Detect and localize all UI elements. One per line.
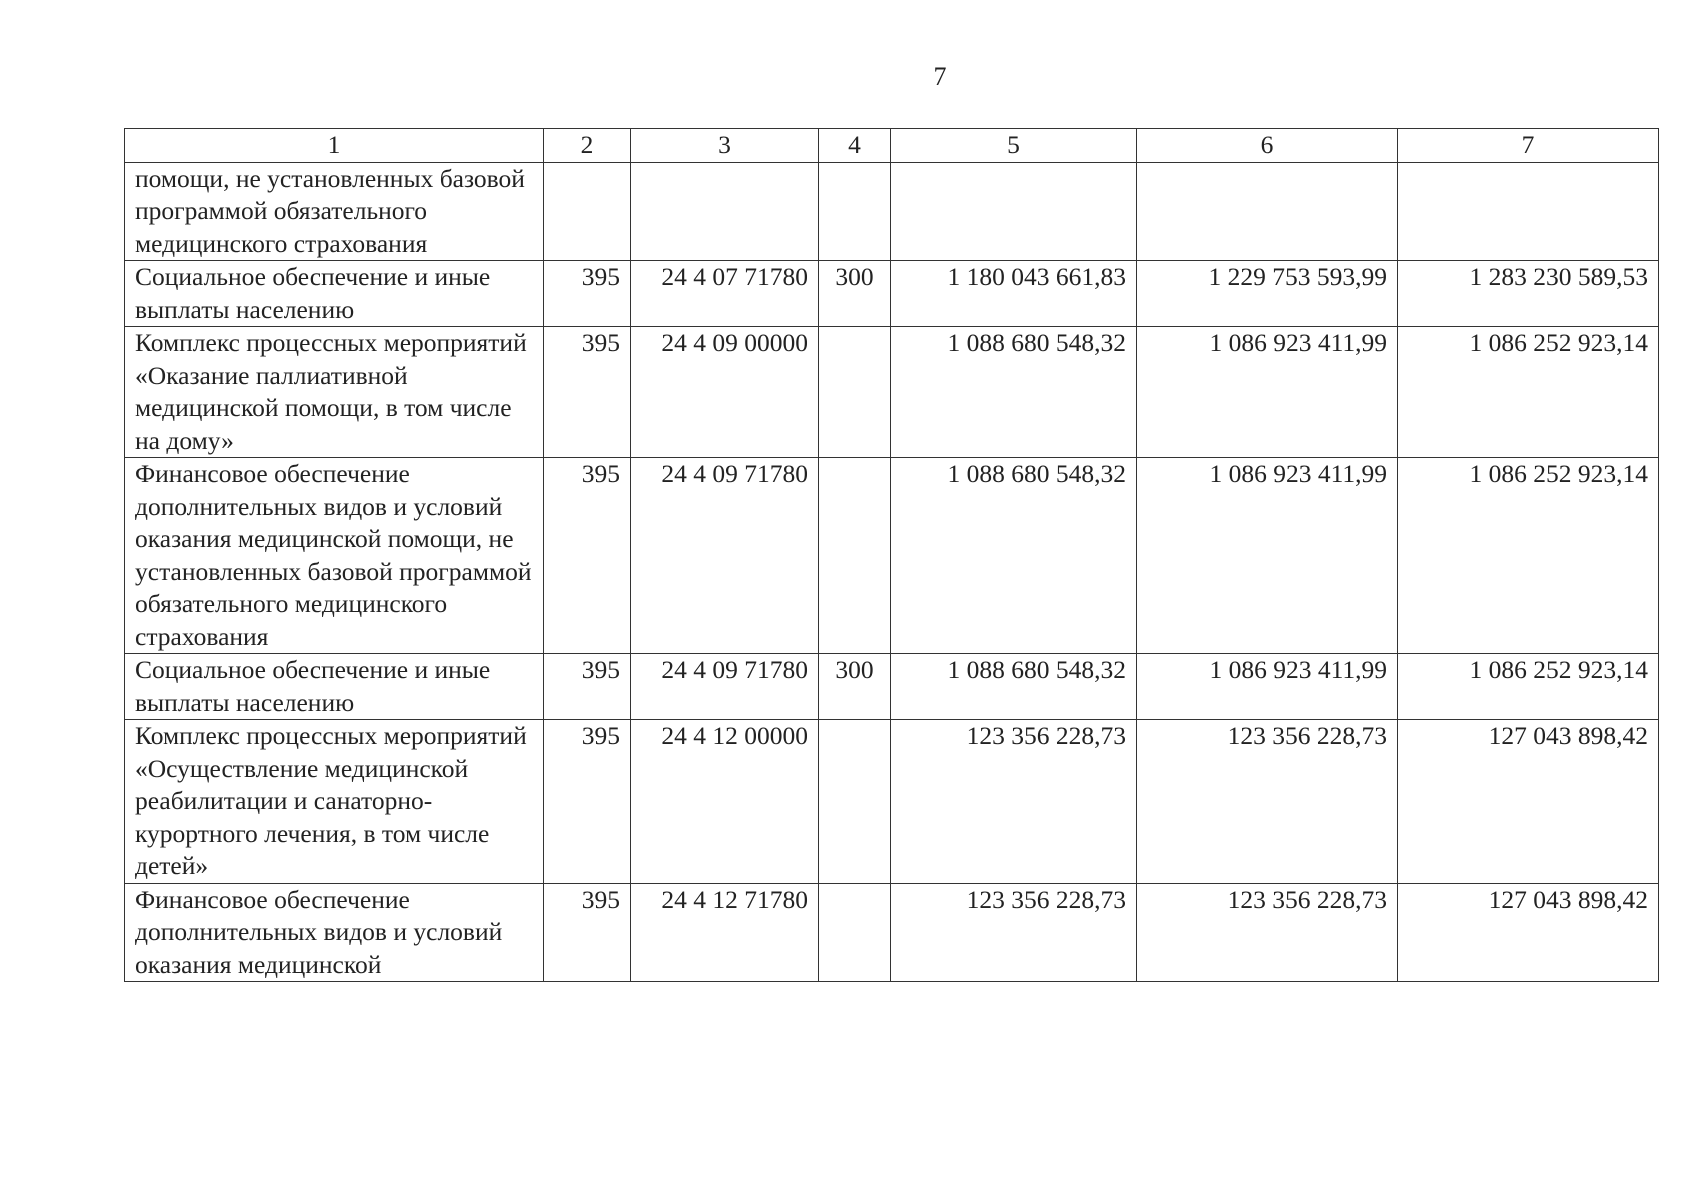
header-row	[125, 129, 1659, 163]
row-name: Комплекс процессных мероприятий «Осуществление медицинской реабилитации и санаторно-курортного лечения, в том числе детей»	[125, 720, 544, 884]
row-year2: 1 229 753 593,99	[1137, 261, 1398, 327]
row-code: 24 4 07 71780	[631, 261, 819, 327]
row-year3: 1 086 252 923,14	[1398, 654, 1659, 720]
row-gr	[544, 162, 631, 261]
row-name: помощи, не установленных базовой программой обязательного медицинского страхования	[125, 162, 544, 261]
row-year2: 1 086 923 411,99	[1137, 458, 1398, 654]
table-row	[125, 720, 1659, 884]
row-vr	[819, 720, 891, 884]
header-col-6: 6	[1137, 129, 1398, 163]
row-year2: 1 086 923 411,99	[1137, 654, 1398, 720]
page-number: 7	[933, 62, 947, 91]
header-col-2: 2	[544, 129, 631, 163]
header-col-3: 3	[631, 129, 819, 163]
row-name: Социальное обеспечение и иные выплаты населению	[125, 261, 544, 327]
row-year3: 1 086 252 923,14	[1398, 327, 1659, 458]
row-year1: 1 088 680 548,32	[891, 458, 1137, 654]
row-year1	[891, 162, 1137, 261]
budget-table	[124, 128, 1659, 982]
row-name: Комплекс процессных мероприятий «Оказание паллиативной медицинской помощи, в том числе на дому»	[125, 327, 544, 458]
row-year2: 1 086 923 411,99	[1137, 327, 1398, 458]
row-vr	[819, 883, 891, 982]
row-code: 24 4 12 00000	[631, 720, 819, 884]
row-code: 24 4 09 71780	[631, 654, 819, 720]
row-code: 24 4 09 71780	[631, 458, 819, 654]
header-col-1: 1	[125, 129, 544, 163]
row-code	[631, 162, 819, 261]
row-year2	[1137, 162, 1398, 261]
row-gr: 395	[544, 654, 631, 720]
row-year2: 123 356 228,73	[1137, 720, 1398, 884]
row-vr	[819, 458, 891, 654]
row-year3: 1 283 230 589,53	[1398, 261, 1659, 327]
row-year1: 1 088 680 548,32	[891, 327, 1137, 458]
row-gr: 395	[544, 883, 631, 982]
row-year3: 127 043 898,42	[1398, 883, 1659, 982]
row-name: Социальное обеспечение и иные выплаты населению	[125, 654, 544, 720]
table-row	[125, 162, 1659, 261]
row-year1: 123 356 228,73	[891, 720, 1137, 884]
row-gr: 395	[544, 720, 631, 884]
row-gr: 395	[544, 261, 631, 327]
row-vr	[819, 327, 891, 458]
row-year1: 123 356 228,73	[891, 883, 1137, 982]
row-gr: 395	[544, 327, 631, 458]
row-year1: 1 180 043 661,83	[891, 261, 1137, 327]
row-vr	[819, 162, 891, 261]
table-row	[125, 654, 1659, 720]
header-col-4: 4	[819, 129, 891, 163]
table-row	[125, 261, 1659, 327]
row-year2: 123 356 228,73	[1137, 883, 1398, 982]
row-year3: 1 086 252 923,14	[1398, 458, 1659, 654]
row-name: Финансовое обеспечение дополнительных видов и условий оказания медицинской	[125, 883, 544, 982]
table-row	[125, 883, 1659, 982]
header-col-7: 7	[1398, 129, 1659, 163]
table-row	[125, 327, 1659, 458]
row-name: Финансовое обеспечение дополнительных видов и условий оказания медицинской помощи, не установленных базовой программой обязательного медицинского страхования	[125, 458, 544, 654]
row-code: 24 4 12 71780	[631, 883, 819, 982]
table-row	[125, 458, 1659, 654]
row-code: 24 4 09 00000	[631, 327, 819, 458]
row-vr: 300	[819, 654, 891, 720]
row-vr: 300	[819, 261, 891, 327]
row-year3: 127 043 898,42	[1398, 720, 1659, 884]
row-gr: 395	[544, 458, 631, 654]
row-year3	[1398, 162, 1659, 261]
header-col-5: 5	[891, 129, 1137, 163]
row-year1: 1 088 680 548,32	[891, 654, 1137, 720]
